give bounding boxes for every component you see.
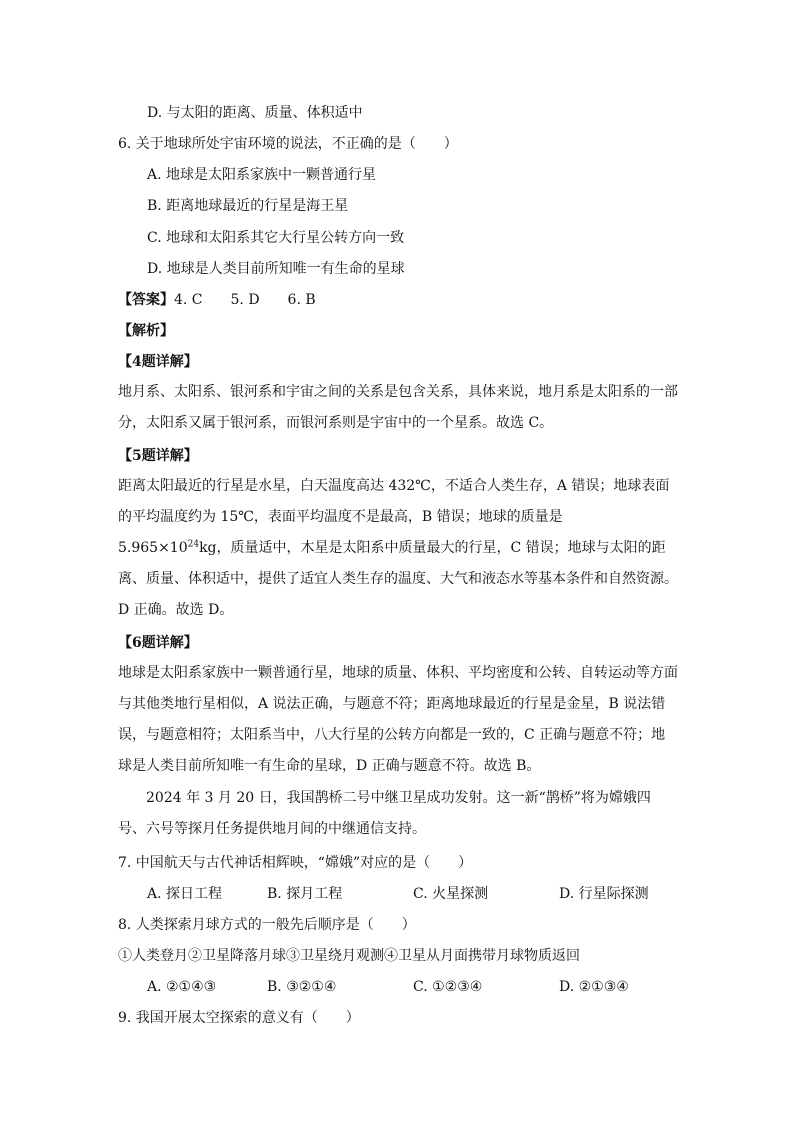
detail-5-label: 【5题详解】 — [118, 448, 198, 464]
analysis-label: 【解析】 — [118, 323, 174, 339]
q8-items: ①人类登月②卫星降落月球③卫星绕月观测④卫星从月面携带月球物质返回 — [118, 948, 580, 964]
q6-option-b: B. 距离地球最近的行星是海王星 — [147, 198, 349, 214]
q7-stem: 7. 中国航天与古代神话相辉映，“嫦娥”对应的是（ ） — [118, 855, 473, 871]
answer-line — [118, 290, 316, 310]
q6-option-a: A. 地球是太阳系家族中一颗普通行星 — [147, 167, 377, 183]
detail-4-label: 【4题详解】 — [118, 354, 198, 370]
q7-option-a: A. 探日工程 — [147, 886, 223, 902]
q6-option-c: C. 地球和太阳系其它大行星公转方向一致 — [147, 230, 405, 246]
q8-option-b: B. ③②①④ — [267, 979, 337, 995]
q8-option-a: A. ②①④③ — [147, 979, 217, 995]
q6-option-d: D. 地球是人类目前所知唯一有生命的星球 — [147, 261, 405, 277]
detail-5-text — [118, 471, 678, 626]
q6-stem: 6. 关于地球所处宇宙环境的说法，不正确的是（ ） — [118, 136, 458, 152]
q8-option-d: D. ②①③④ — [559, 979, 629, 995]
detail-5-exponent: 24 — [187, 539, 200, 550]
q5-option-d: D. 与太阳的距离、质量、体积适中 — [147, 105, 363, 121]
q9-stem: 9. 我国开展太空探索的意义有（ ） — [118, 1010, 360, 1026]
q8-option-c: C. ①②③④ — [413, 979, 483, 995]
q8-stem: 8. 人类探索月球方式的一般先后顺序是（ ） — [118, 917, 416, 933]
detail-6-text: 地球是太阳系家族中一颗普通行星，地球的质量、体积、平均密度和公转、自转运动等方面与其他类地行星相似，A 说法正确，与题意不符；距离地球最近的行星是金星，B 说法错误，与题意相符；太阳系当中，八大行星的公转方向都是一致的，C 正确与题意不符；地球是人类目前所知唯一有生命的星球，D 正确与题意不符。故选 B。 — [118, 665, 678, 774]
reading-passage: 2024 年 3 月 20 日，我国鹊桥二号中继卫星成功发射。这一新“鹊桥”将为嫦娥四号、六号等探月任务提供地月间的中继通信支持。 — [118, 790, 651, 837]
detail-6-label: 【6题详解】 — [118, 635, 198, 651]
answer-label: 【答案】 — [118, 292, 174, 308]
q7-option-b: B. 探月工程 — [267, 886, 343, 902]
answer-values: 4. C 5. D 6. B — [174, 292, 316, 308]
detail-5-text-b: kg，质量适中，木星是太阳系中质量最大的行星，C 错误；地球与太阳的距离、质量、体积适中，提供了适宜人类生存的温度、大气和液态水等基本条件和自然资源。D 正确。故选 D。 — [118, 540, 678, 618]
q7-option-c: C. 火星探测 — [413, 886, 489, 902]
q7-option-d: D. 行星际探测 — [559, 886, 649, 902]
detail-5-text-a: 距离太阳最近的行星是水星，白天温度高达 432℃，不适合人类生存，A 错误；地球表面的平均温度约为 15℃，表面平均温度不是最高，B 错误；地球的质量是 5.965×10 — [118, 478, 670, 556]
detail-4-text: 地月系、太阳系、银河系和宇宙之间的关系是包含关系，具体来说，地月系是太阳系的一部分，太阳系又属于银河系，而银河系则是宇宙中的一个星系。故选 C。 — [118, 384, 678, 431]
